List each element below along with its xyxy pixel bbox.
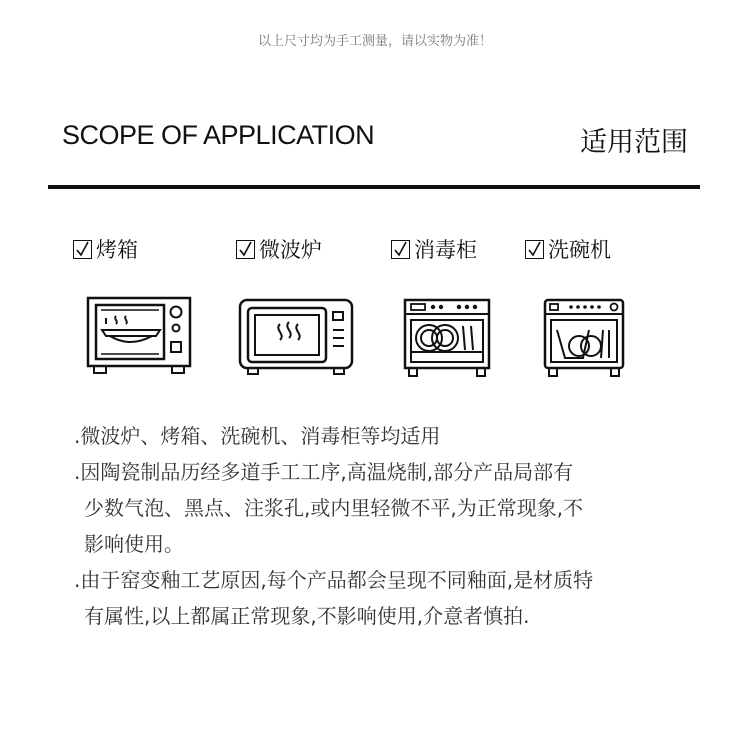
appliance-dishwasher [525, 234, 611, 264]
dishwasher-icon [543, 296, 625, 380]
divider [48, 185, 700, 189]
description-line: .由于窑变釉工艺原因,每个产品都会呈现不同釉面,是材质特 [74, 568, 594, 592]
checkbox-icon [236, 240, 255, 259]
appliance-microwave [236, 234, 322, 264]
appliance-label: 洗碗机 [548, 238, 611, 262]
description [74, 418, 694, 634]
description-line: .微波炉、烤箱、洗碗机、消毒柜等均适用 [74, 424, 441, 448]
description-line: 少数气泡、黑点、注浆孔,或内里轻微不平,为正常现象,不 [84, 496, 584, 520]
appliance-sterilizer [391, 234, 477, 264]
checkbox-icon [391, 240, 410, 259]
appliance-label: 微波炉 [259, 238, 322, 262]
appliance-label: 烤箱 [96, 238, 138, 262]
checkbox-icon [525, 240, 544, 259]
title-english: SCOPE OF APPLICATION [62, 120, 375, 150]
checkbox-icon [73, 240, 92, 259]
title-chinese: 适用范围 [580, 127, 688, 158]
appliance-label: 消毒柜 [414, 238, 477, 262]
description-line: 影响使用。 [84, 532, 184, 556]
measurement-note: 以上尺寸均为手工测量，请以实物为准！ [257, 34, 492, 49]
description-line: 有属性,以上都属正常现象,不影响使用,介意者慎拍. [84, 604, 530, 628]
microwave-icon [238, 296, 354, 378]
oven-icon [86, 296, 192, 376]
description-line: .因陶瓷制品历经多道手工工序,高温烧制,部分产品局部有 [74, 460, 574, 484]
appliance-oven [73, 234, 138, 264]
sterilizer-icon [403, 296, 491, 380]
